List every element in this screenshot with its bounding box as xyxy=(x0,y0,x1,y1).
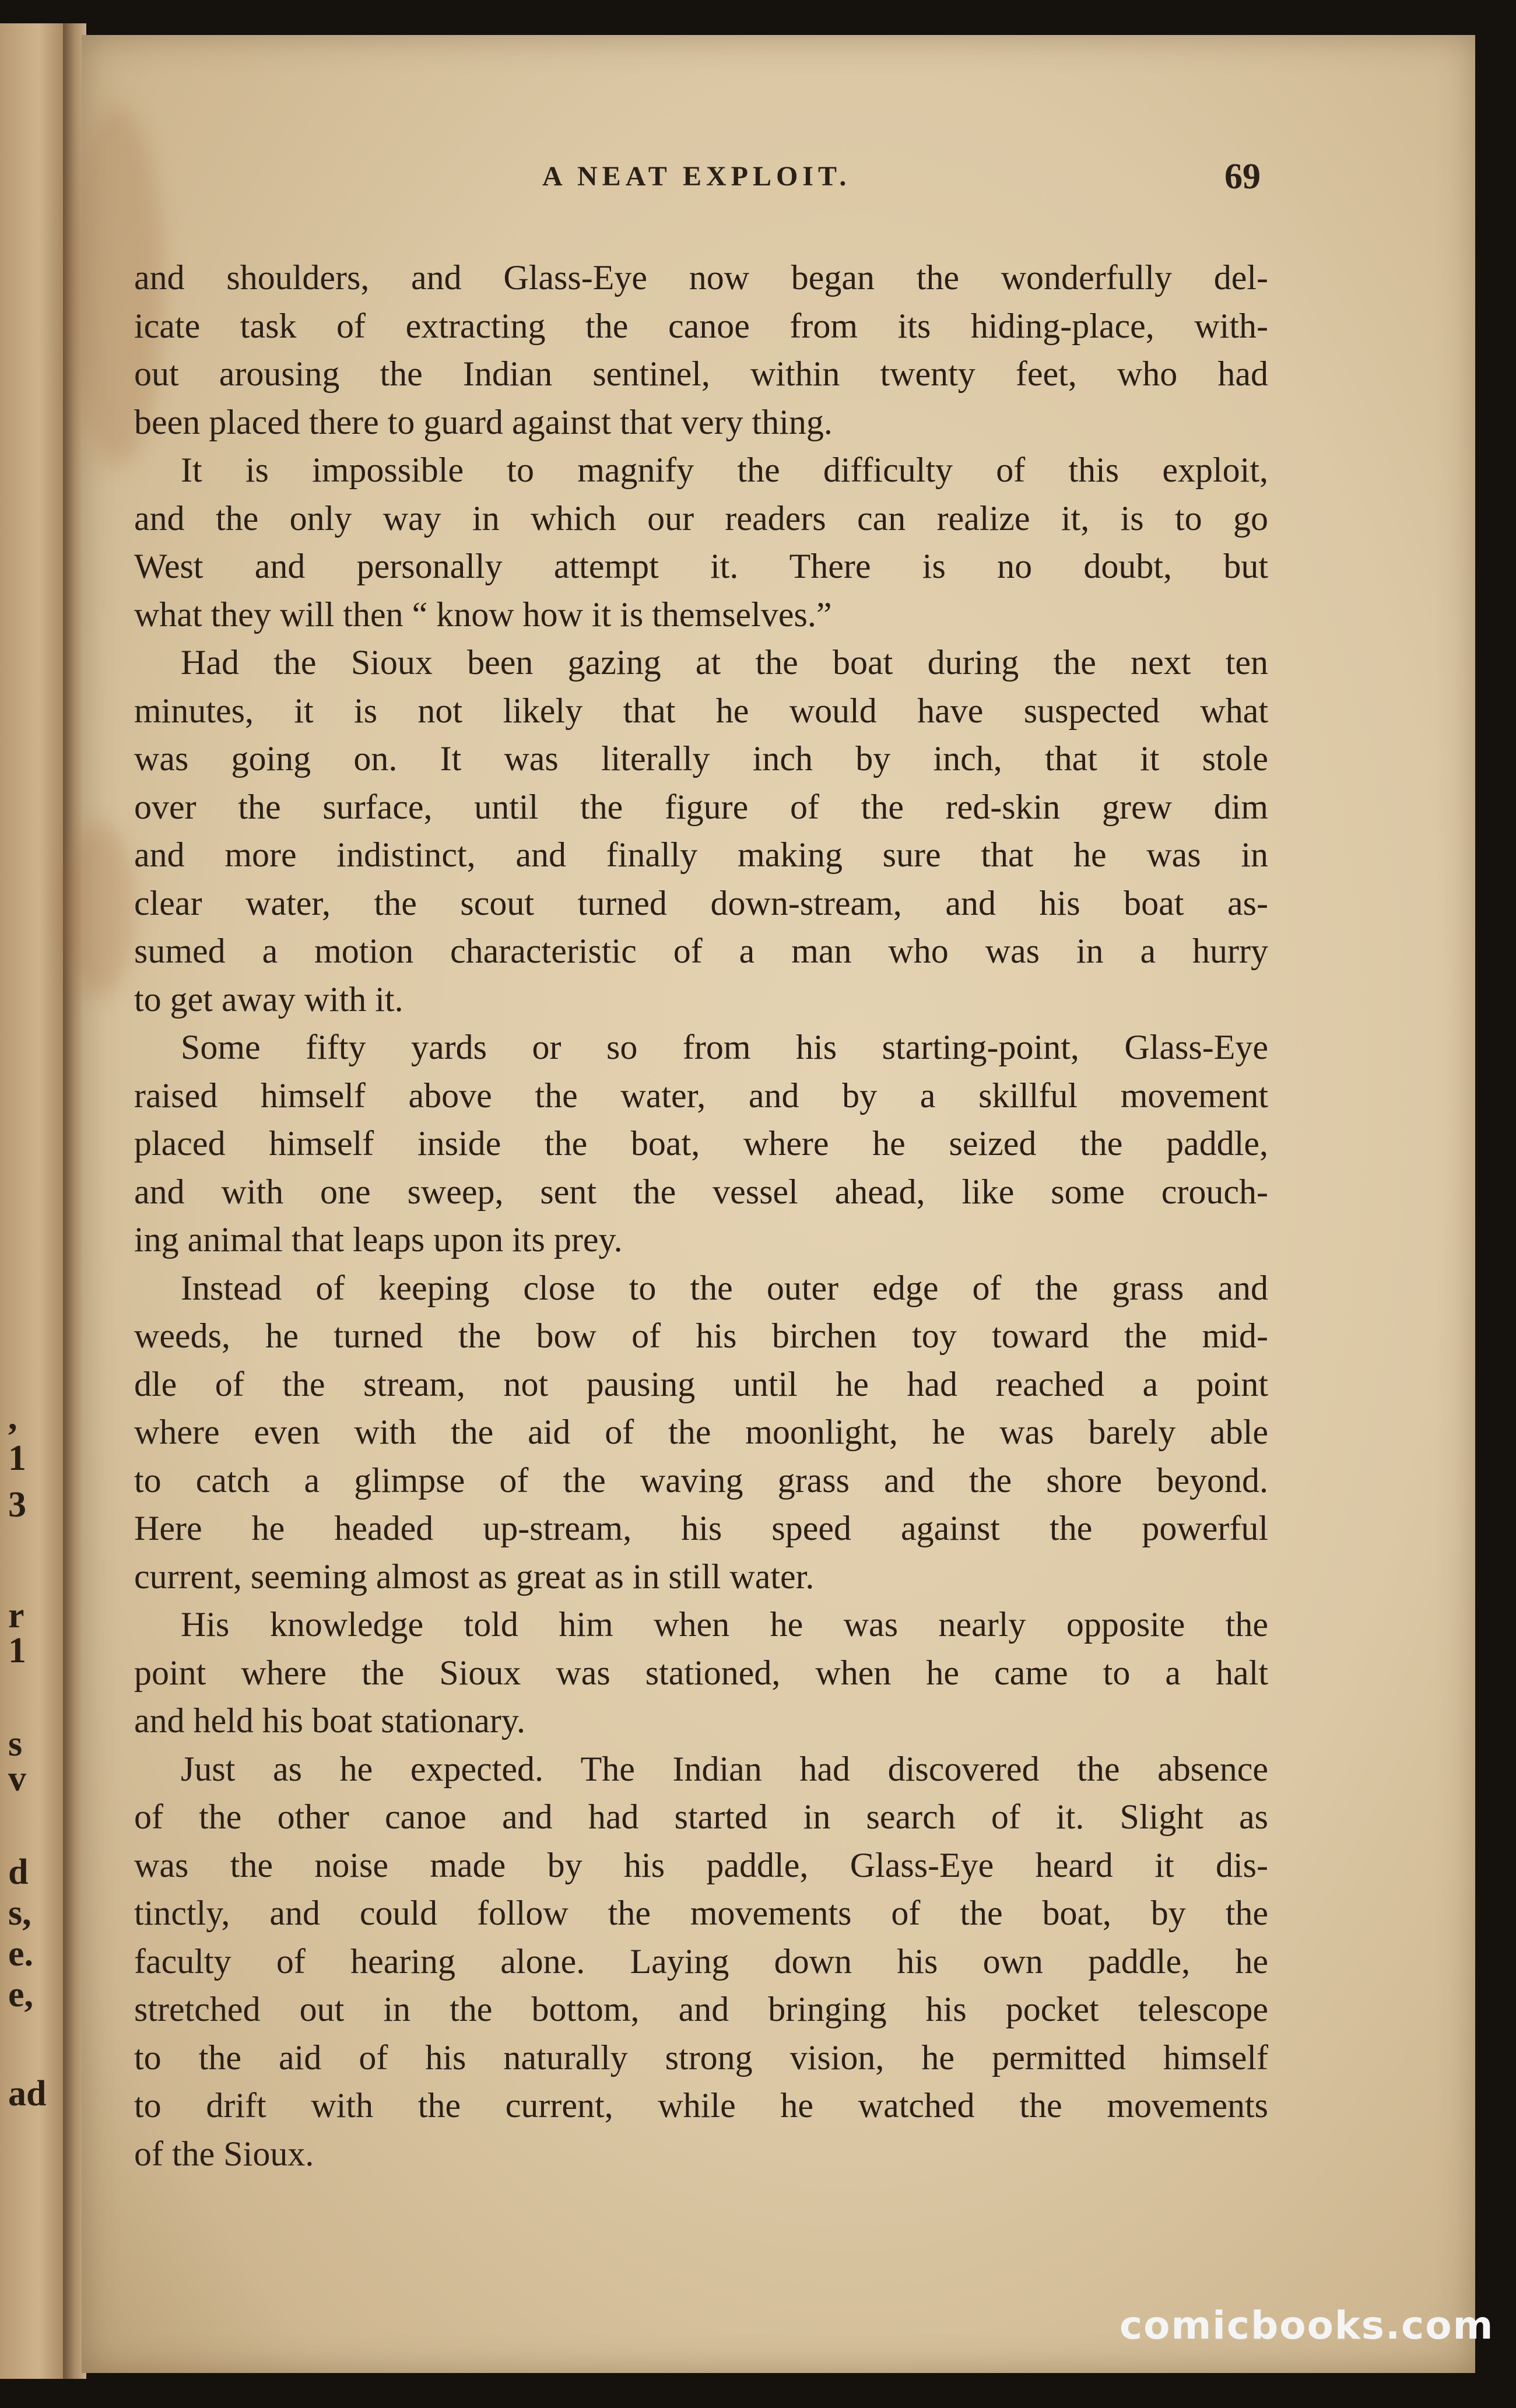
page-number: 69 xyxy=(1224,157,1261,196)
water-stain xyxy=(64,822,134,997)
text-line: Instead of keeping close to the outer edge of the grass and xyxy=(181,1268,1268,1307)
margin-fragment: s, xyxy=(8,1893,31,1933)
text-line: Just as he expected. The Indian had discovered the absence xyxy=(181,1749,1268,1788)
text-line: to the aid of his naturally strong vision, he permitted himself xyxy=(134,2038,1268,2077)
text-line: faculty of hearing alone. Laying down his own paddle, he xyxy=(134,1942,1268,1981)
text-line: tinctly, and could follow the movements of the boat, by the xyxy=(134,1894,1268,1932)
margin-fragment: 3 xyxy=(8,1485,26,1525)
text-line: Had the Sioux been gazing at the boat during the next ten xyxy=(181,643,1268,682)
text-line: dle of the stream, not pausing until he had reached a point xyxy=(134,1364,1268,1403)
text-line: minutes, it is not likely that he would have suspected what xyxy=(134,691,1268,730)
running-head: A NEAT EXPLOIT. xyxy=(542,161,851,192)
text-line: sumed a motion characteristic of a man who was in a hurry xyxy=(134,932,1268,970)
text-line: to get away with it. xyxy=(134,980,403,1019)
text-line: stretched out in the bottom, and bringing his pocket telescope xyxy=(134,1990,1268,2028)
text-line: and with one sweep, sent the vessel ahead, like some crouch- xyxy=(134,1172,1268,1211)
margin-fragment: v xyxy=(8,1759,26,1799)
text-line: clear water, the scout turned down-stream, and his boat as- xyxy=(134,883,1268,922)
text-line: and shoulders, and Glass-Eye now began the wonderfully del- xyxy=(134,258,1268,297)
margin-fragment: d xyxy=(8,1852,29,1892)
margin-fragment: 1 xyxy=(8,1438,26,1478)
margin-fragment: ad xyxy=(8,2074,47,2114)
text-line: ing animal that leaps upon its prey. xyxy=(134,1220,623,1259)
previous-page-edge xyxy=(0,23,64,2379)
text-line: to catch a glimpse of the waving grass and the shore beyond. xyxy=(134,1461,1268,1500)
text-line: weeds, he turned the bow of his birchen toy toward the mid- xyxy=(134,1317,1268,1355)
text-line: Some fifty yards or so from his starting-point, Glass-Eye xyxy=(181,1028,1268,1066)
margin-fragment: s xyxy=(8,1724,23,1764)
text-line: and the only way in which our readers can realize it, is to go xyxy=(134,499,1268,538)
text-line: current, seeming almost as great as in still water. xyxy=(134,1557,815,1596)
text-line: of the Sioux. xyxy=(134,2134,314,2173)
text-line: to drift with the current, while he watched the movements xyxy=(134,2086,1268,2125)
text-line: and held his boat stationary. xyxy=(134,1701,525,1740)
text-line: raised himself above the water, and by a skillful movement xyxy=(134,1076,1268,1115)
text-line: been placed there to guard against that very thing. xyxy=(134,402,833,441)
text-line: point where the Sioux was stationed, when he came to a halt xyxy=(134,1653,1268,1692)
text-line: where even with the aid of the moonlight, he was barely able xyxy=(134,1413,1268,1451)
watermark-text: comicbooks.com xyxy=(1120,2303,1494,2348)
text-line: over the surface, until the figure of the red-skin grew dim xyxy=(134,787,1268,826)
margin-fragment: e. xyxy=(8,1934,34,1974)
text-line: of the other canoe and had started in search of it. Slight as xyxy=(134,1798,1268,1836)
margin-fragment: r xyxy=(8,1596,24,1635)
text-line: It is impossible to magnify the difficulty of this exploit, xyxy=(181,451,1268,489)
text-line: placed himself inside the boat, where he seized the paddle, xyxy=(134,1124,1268,1163)
text-line: out arousing the Indian sentinel, within twenty feet, who had xyxy=(134,354,1268,393)
text-line: His knowledge told him when he was nearly opposite the xyxy=(181,1605,1268,1644)
text-line: West and personally attempt it. There is no doubt, but xyxy=(134,547,1268,585)
margin-fragment: 1 xyxy=(8,1631,26,1670)
text-line: was the noise made by his paddle, Glass-Eye heard it dis- xyxy=(134,1845,1268,1884)
text-line: Here he headed up-stream, his speed against the powerful xyxy=(134,1509,1268,1547)
text-line: what they will then “ know how it is themselves.” xyxy=(134,595,832,634)
margin-fragment: , xyxy=(8,1398,17,1437)
margin-fragment: e, xyxy=(8,1975,34,2014)
text-line: icate task of extracting the canoe from its hiding-place, with- xyxy=(134,306,1268,345)
text-line: and more indistinct, and finally making sure that he was in xyxy=(134,836,1268,874)
body-text xyxy=(134,254,1268,2178)
text-line: was going on. It was literally inch by inch, that it stole xyxy=(134,739,1268,778)
